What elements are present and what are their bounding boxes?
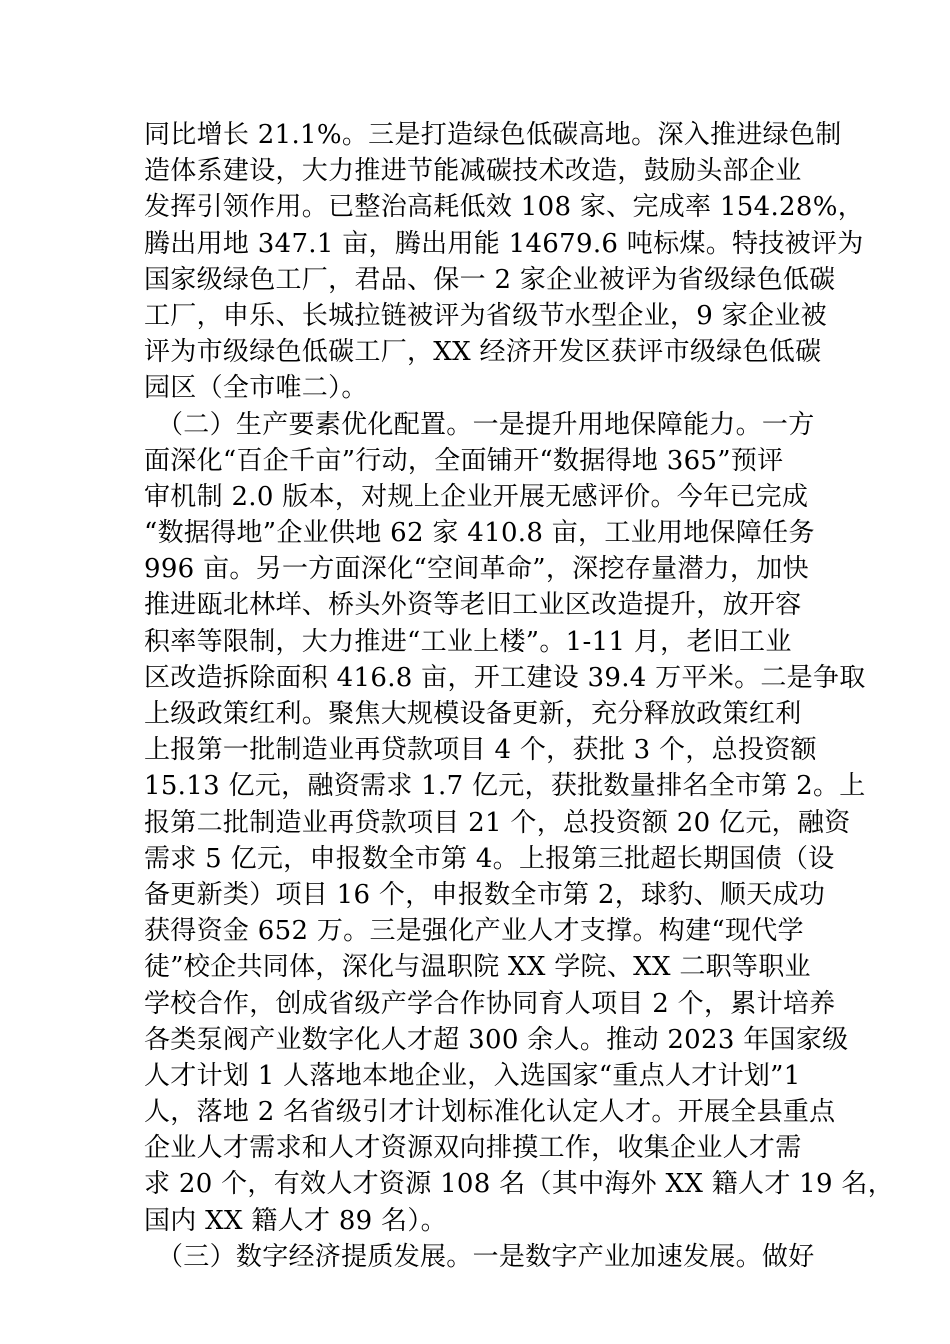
text-line: 园区（全市唯二）。	[144, 373, 368, 404]
text-line: 需求 5 亿元，申报数全市第 4。上报第三批超长期国债（设	[144, 843, 835, 874]
section-heading-line: （三）数字经济提质发展。一是数字产业加速发展。做好	[157, 1241, 815, 1272]
text-line: 上报第一批制造业再贷款项目 4 个，获批 3 个，总投资额	[144, 735, 817, 766]
text-line: 996 亩。另一方面深化“空间革命”，深挖存量潜力，加快	[144, 554, 809, 585]
text-line: 腾出用地 347.1 亩，腾出用能 14679.6 吨标煤。特技被评为	[144, 228, 864, 259]
text-line: 区改造拆除面积 416.8 亩，开工建设 39.4 万平米。二是争取	[144, 662, 866, 693]
text-line: 国内 XX 籍人才 89 名）。	[144, 1205, 447, 1236]
text-line: 发挥引领作用。已整治高耗低效 108 家、完成率 154.28%，	[144, 192, 864, 223]
text-line: 15.13 亿元，融资需求 1.7 亿元，获批数量排名全市第 2。上	[144, 771, 866, 802]
text-line: 备更新类）项目 16 个，申报数全市第 2，球豹、顺天成功	[144, 879, 826, 910]
text-line: 人，落地 2 名省级引才计划标准化认定人才。开展全县重点	[144, 1097, 836, 1128]
text-line: 上级政策红利。聚焦大规模设备更新，充分释放政策红利	[144, 699, 802, 729]
text-line: 企业人才需求和人才资源双向排摸工作，收集企业人才需	[144, 1133, 802, 1164]
text-line: 评为市级绿色低碳工厂，XX 经济开发区获评市级绿色低碳	[144, 337, 822, 368]
text-line: 推进瓯北林垟、桥头外资等老旧工业区改造提升，放开容	[144, 590, 802, 621]
text-line: 徒”校企共同体，深化与温职院 XX 学院、XX 二职等职业	[144, 952, 811, 983]
text-line: 各类泵阀产业数字化人才超 300 余人。推动 2023 年国家级	[144, 1024, 849, 1055]
text-line: 积率等限制，大力推进“工业上楼”。1-11 月，老旧工业	[144, 626, 792, 657]
text-line: 人才计划 1 人落地本地企业，入选国家“重点人才计划”1	[144, 1060, 801, 1091]
body-text	[144, 117, 895, 1275]
text-line: 面深化“百企千亩”行动，全面铺开“数据得地 365”预评	[144, 445, 784, 476]
text-line: 工厂，申乐、长城拉链被评为省级节水型企业，9 家企业被	[144, 300, 827, 331]
text-line: 获得资金 652 万。三是强化产业人才支撑。构建“现代学	[144, 916, 804, 947]
text-line: “数据得地”企业供地 62 家 410.8 亩，工业用地保障任务	[144, 518, 815, 549]
text-line: 求 20 个，有效人才资源 108 名（其中海外 XX 籍人才 19 名，	[144, 1169, 895, 1200]
text-line: 国家级绿色工厂，君品、保一 2 家企业被评为省级绿色低碳	[144, 264, 836, 295]
text-line: 同比增长 21.1%。三是打造绿色低碳高地。深入推进绿色制	[144, 120, 842, 150]
text-line: 造体系建设，大力推进节能减碳技术改造，鼓励头部企业	[144, 156, 802, 187]
section-heading-line: （二）生产要素优化配置。一是提升用地保障能力。一方	[157, 409, 815, 440]
text-line: 报第二批制造业再贷款项目 21 个，总投资额 20 亿元，融资	[144, 807, 851, 838]
text-line: 审机制 2.0 版本，对规上企业开展无感评价。今年已完成	[144, 481, 809, 512]
text-line: 学校合作，创成省级产学合作协同育人项目 2 个，累计培养	[144, 988, 836, 1019]
